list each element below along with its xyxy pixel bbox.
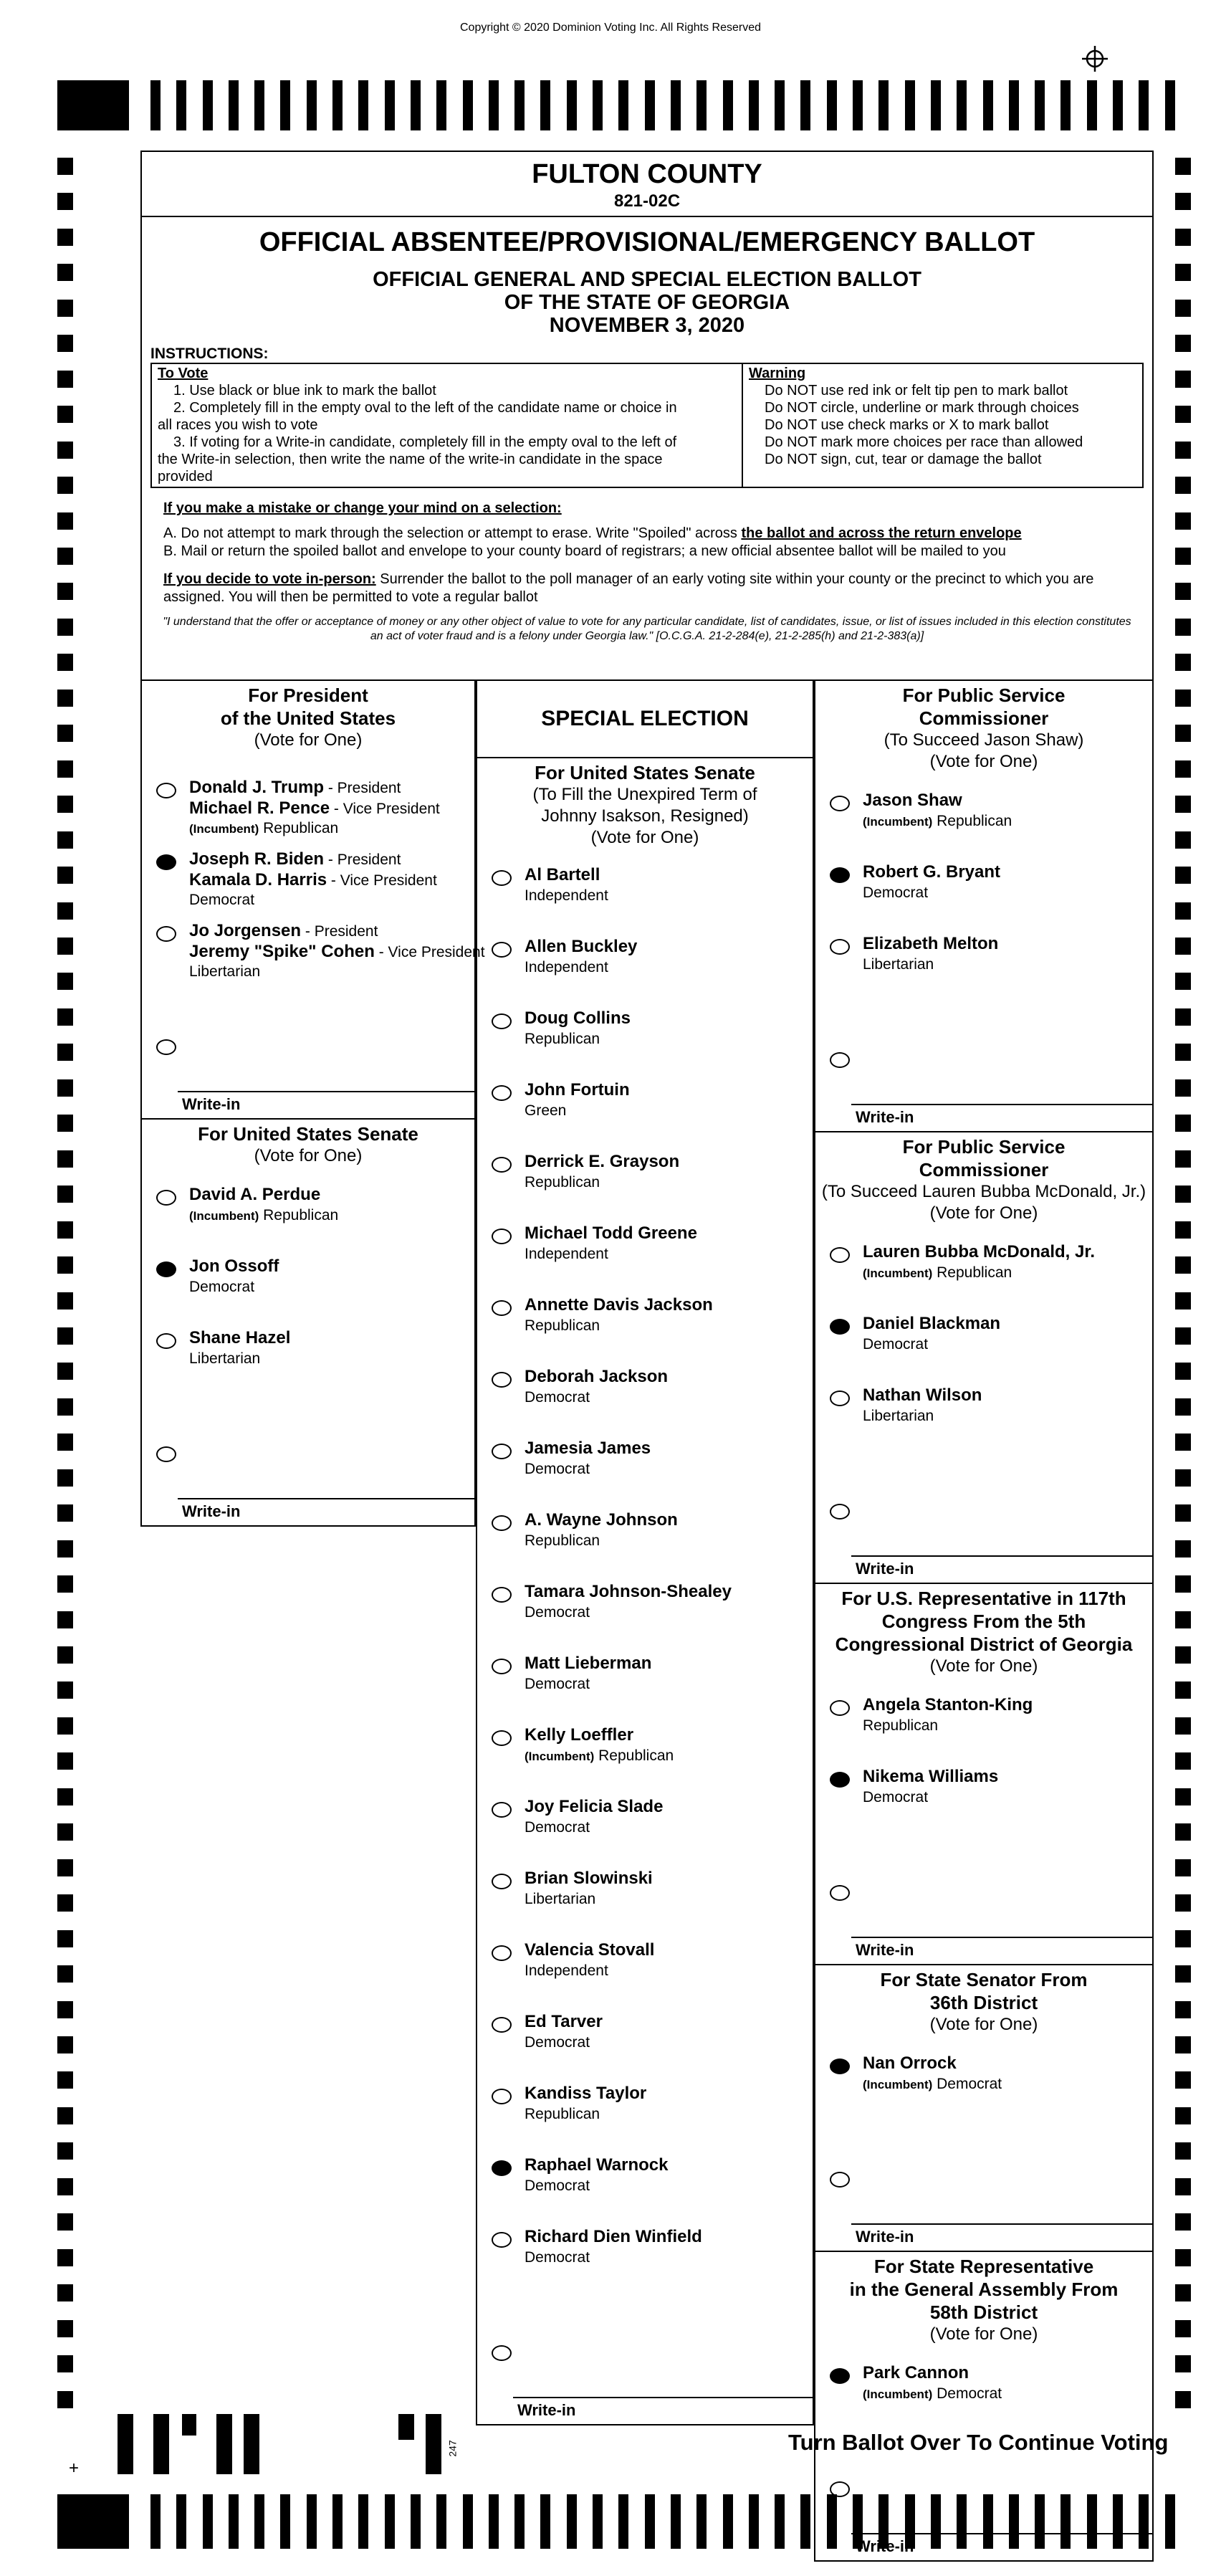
candidate-option[interactable] bbox=[477, 1294, 813, 1366]
voter-fraud-disclaimer: "I understand that the offer or acceptance of money or any other object of value to vote for any particular candidate, list of candidates, issue, or list of issues included in this election constitutes an act of voter fraud and is a felony under Georgia law." [O.C.G.A. 21-2-284(e), 21-2-285(h) and 21-2-383(a)] bbox=[163, 616, 1131, 642]
race-title: For United States Senate bbox=[198, 1123, 418, 1145]
candidate-name: Lauren Bubba McDonald, Jr. bbox=[863, 1242, 1096, 1261]
candidate-name: Ed Tarver bbox=[525, 2012, 603, 2031]
candidate-option[interactable] bbox=[477, 1008, 813, 1079]
candidate-party: Democrat bbox=[863, 884, 929, 901]
special-election-section bbox=[476, 681, 814, 2425]
candidate-party: Democrat bbox=[189, 1279, 255, 1295]
candidate-party: Libertarian bbox=[863, 1408, 934, 1424]
candidate-name: Elizabeth Melton bbox=[863, 934, 999, 953]
selection-oval[interactable] bbox=[492, 1874, 512, 1889]
candidate-name: Al Bartell bbox=[525, 865, 600, 884]
candidate-name: A. Wayne Johnson bbox=[525, 1510, 678, 1530]
write-in-label: Write-in bbox=[856, 2228, 914, 2246]
selection-oval[interactable] bbox=[492, 870, 512, 886]
candidate-option[interactable] bbox=[477, 1223, 813, 1294]
write-in-oval[interactable] bbox=[830, 1504, 850, 1520]
write-in-label: Write-in bbox=[856, 1108, 914, 1126]
race-instructions: (To Fill the Unexpired Term of Johnny Isakson, Resigned) (Vote for One) bbox=[532, 785, 757, 847]
county-title: FULTON COUNTY bbox=[532, 159, 762, 189]
selection-oval[interactable] bbox=[830, 867, 850, 883]
in-person-section: If you decide to vote in-person: Surrender the ballot to the poll manager of an early voting site within your county or the precinct to which you are assigned. You will then be permitted to vote a regular ballot bbox=[163, 571, 1094, 605]
candidate-party: Democrat bbox=[189, 892, 255, 908]
candidate-party: (Incumbent) Republican bbox=[863, 1264, 1012, 1281]
right-column bbox=[814, 681, 1154, 2562]
candidate-party: Libertarian bbox=[525, 1891, 596, 1907]
race-title: For President of the United States bbox=[220, 684, 396, 729]
selection-oval[interactable] bbox=[156, 1261, 176, 1277]
candidate-option[interactable] bbox=[477, 2226, 813, 2298]
instructions-box bbox=[150, 363, 1144, 488]
write-in-option[interactable] bbox=[815, 1838, 1152, 1959]
middle-column bbox=[476, 681, 814, 2425]
candidate-option[interactable] bbox=[815, 1313, 1152, 1385]
write-in-option[interactable] bbox=[142, 1399, 474, 1520]
candidate-party: Republican bbox=[525, 1174, 600, 1191]
turn-over-notice: Turn Ballot Over To Continue Voting bbox=[788, 2430, 1169, 2455]
election-title: OFFICIAL GENERAL AND SPECIAL ELECTION BALLOT OF THE STATE OF GEORGIA NOVEMBER 3, 2020 bbox=[373, 268, 921, 337]
candidate-option[interactable] bbox=[477, 1438, 813, 1509]
ballot-type-title: OFFICIAL ABSENTEE/PROVISIONAL/EMERGENCY BALLOT bbox=[259, 227, 1035, 257]
candidate-option[interactable] bbox=[477, 1079, 813, 1151]
candidate-party: (Incumbent) Republican bbox=[525, 1747, 674, 1764]
write-in-oval[interactable] bbox=[492, 2345, 512, 2361]
candidate-name: Donald J. Trump - President bbox=[189, 778, 401, 797]
selection-oval[interactable] bbox=[492, 1730, 512, 1746]
race-title: For State Senator From 36th District bbox=[880, 1969, 1088, 2013]
race-instructions: (Vote for One) bbox=[254, 1146, 363, 1165]
candidate-option[interactable] bbox=[815, 1694, 1152, 1766]
write-in-option[interactable] bbox=[142, 992, 474, 1113]
race-section bbox=[814, 1132, 1154, 1584]
candidate-option[interactable] bbox=[815, 2053, 1152, 2124]
selection-oval[interactable] bbox=[492, 1587, 512, 1603]
candidate-name: Nathan Wilson bbox=[863, 1385, 982, 1405]
race-instructions: (Vote for One) bbox=[929, 2015, 1038, 2034]
selection-oval[interactable] bbox=[492, 1372, 512, 1388]
candidate-name: Tamara Johnson-Shealey bbox=[525, 1582, 732, 1601]
race-instructions: (To Succeed Jason Shaw) (Vote for One) bbox=[884, 730, 1084, 771]
candidate-party: Independent bbox=[525, 959, 608, 975]
candidate-name: Doug Collins bbox=[525, 1008, 631, 1028]
race-title: For United States Senate bbox=[535, 762, 755, 783]
selection-oval[interactable] bbox=[156, 1190, 176, 1206]
candidate-party: Libertarian bbox=[189, 1350, 261, 1367]
candidate-party: Independent bbox=[525, 1962, 608, 1979]
selection-oval[interactable] bbox=[492, 2017, 512, 2033]
candidate-party: Republican bbox=[863, 1717, 939, 1734]
candidate-name: Jason Shaw bbox=[863, 791, 962, 810]
candidate-party: Democrat bbox=[525, 1389, 590, 1406]
candidate-name: Deborah Jackson bbox=[525, 1367, 669, 1386]
candidate-option[interactable] bbox=[142, 777, 474, 849]
selection-oval[interactable] bbox=[830, 939, 850, 955]
selection-oval[interactable] bbox=[156, 1333, 176, 1349]
selection-oval[interactable] bbox=[492, 1802, 512, 1818]
candidate-name: Kandiss Taylor bbox=[525, 2084, 647, 2103]
candidate-party: (Incumbent) Republican bbox=[189, 1207, 339, 1223]
candidate-option[interactable] bbox=[477, 1940, 813, 2011]
candidate-party: Democrat bbox=[525, 2034, 590, 2051]
ballot-sequence-number: 247 bbox=[446, 2440, 459, 2457]
candidate-name: Derrick E. Grayson bbox=[525, 1152, 680, 1171]
candidate-option[interactable] bbox=[815, 790, 1152, 862]
candidate-option[interactable] bbox=[477, 1366, 813, 1438]
candidate-party: Democrat bbox=[863, 1789, 929, 1805]
selection-oval[interactable] bbox=[492, 1659, 512, 1674]
candidate-name: Daniel Blackman bbox=[863, 1314, 1001, 1333]
selection-oval[interactable] bbox=[492, 2089, 512, 2104]
race-title: For Public Service Commissioner bbox=[902, 684, 1066, 729]
candidate-name: Annette Davis Jackson bbox=[525, 1295, 713, 1315]
selection-oval[interactable] bbox=[492, 1085, 512, 1101]
selection-oval[interactable] bbox=[492, 1157, 512, 1173]
selection-oval[interactable] bbox=[492, 1444, 512, 1459]
mistake-section: If you make a mistake or change your mind on a selection: A. Do not attempt to mark through the selection or attempt to erase. Write "Spoiled" across the ballot and across the return envelope B. Mail or return the spoiled ballot and envelope to your county board of registrars; a new official absentee ballot will be mailed to you bbox=[163, 500, 1022, 559]
candidate-party: Libertarian bbox=[863, 956, 934, 973]
candidate-option[interactable] bbox=[815, 2362, 1152, 2434]
candidate-name: Joseph R. Biden - President bbox=[189, 849, 401, 869]
selection-oval[interactable] bbox=[492, 1013, 512, 1029]
candidate-option[interactable] bbox=[477, 1581, 813, 1653]
candidate-option[interactable] bbox=[477, 2083, 813, 2155]
selection-oval[interactable] bbox=[156, 854, 176, 870]
race-section bbox=[140, 1120, 476, 1527]
candidate-name: Joy Felicia Slade bbox=[525, 1797, 664, 1816]
candidate-option[interactable] bbox=[142, 920, 485, 992]
write-in-label: Write-in bbox=[517, 2401, 576, 2419]
candidate-name: Kelly Loeffler bbox=[525, 1725, 634, 1745]
candidate-option[interactable] bbox=[477, 1725, 813, 1796]
candidate-party: (Incumbent) Republican bbox=[863, 813, 1012, 829]
write-in-option[interactable] bbox=[815, 2124, 1152, 2246]
candidate-option[interactable] bbox=[142, 1256, 474, 1327]
instructions-heading: INSTRUCTIONS: bbox=[150, 345, 269, 362]
candidate-name: Michael Todd Greene bbox=[525, 1223, 697, 1243]
write-in-label: Write-in bbox=[856, 1560, 914, 1578]
write-in-oval[interactable] bbox=[156, 1446, 176, 1462]
candidate-party: Democrat bbox=[525, 1676, 590, 1692]
write-in-label: Write-in bbox=[182, 1502, 241, 1520]
candidate-name: Matt Lieberman bbox=[525, 1654, 652, 1673]
candidate-option[interactable] bbox=[477, 2155, 813, 2226]
write-in-option[interactable] bbox=[815, 1456, 1152, 1578]
selection-oval[interactable] bbox=[830, 1700, 850, 1716]
candidate-party: Republican bbox=[525, 1532, 600, 1549]
race-section bbox=[814, 681, 1154, 1132]
candidate-party: Libertarian bbox=[189, 963, 261, 980]
selection-oval[interactable] bbox=[492, 2160, 512, 2176]
candidate-name: John Fortuin bbox=[525, 1080, 630, 1099]
candidate-party: Democrat bbox=[525, 2177, 590, 2194]
write-in-option[interactable] bbox=[815, 1005, 1152, 1126]
candidate-party: Green bbox=[525, 1102, 567, 1119]
candidate-name: Angela Stanton-King bbox=[863, 1695, 1033, 1714]
write-in-oval[interactable] bbox=[830, 2172, 850, 2188]
candidate-party: (Incumbent) Democrat bbox=[863, 2385, 1002, 2402]
selection-oval[interactable] bbox=[492, 1515, 512, 1531]
candidate-option[interactable] bbox=[142, 849, 474, 920]
candidate-option[interactable] bbox=[815, 933, 1152, 1005]
candidate-option[interactable] bbox=[142, 1184, 474, 1256]
candidate-party: (Incumbent) Republican bbox=[189, 820, 339, 836]
left-timing-marks bbox=[57, 158, 73, 2408]
candidate-name: Robert G. Bryant bbox=[863, 862, 1001, 882]
write-in-option[interactable] bbox=[477, 2298, 813, 2419]
race-title: For U.S. Representative in 117th Congress From the 5th Congressional District of Georgia bbox=[835, 1588, 1133, 1655]
candidate-option[interactable] bbox=[815, 1766, 1152, 1838]
candidate-party: Democrat bbox=[525, 1461, 590, 1477]
selection-oval[interactable] bbox=[830, 796, 850, 811]
candidate-name: Jamesia James bbox=[525, 1439, 651, 1458]
write-in-oval[interactable] bbox=[830, 1885, 850, 1901]
candidate-name: Park Cannon bbox=[863, 2363, 969, 2382]
selection-oval[interactable] bbox=[830, 1390, 850, 1406]
bottom-timing-marks bbox=[57, 2494, 1175, 2549]
candidate-name: Richard Dien Winfield bbox=[525, 2227, 702, 2246]
running-mate: Jeremy "Spike" Cohen - Vice President bbox=[189, 942, 485, 961]
ballot-header bbox=[140, 151, 1154, 681]
selection-oval[interactable] bbox=[492, 1229, 512, 1244]
selection-oval[interactable] bbox=[830, 2059, 850, 2074]
candidate-name: Valencia Stovall bbox=[525, 1940, 655, 1960]
selection-oval[interactable] bbox=[156, 783, 176, 798]
running-mate: Michael R. Pence - Vice President bbox=[189, 798, 440, 818]
candidate-option[interactable] bbox=[477, 1796, 813, 1868]
race-title: For State Representative in the General Assembly From 58th District bbox=[849, 2256, 1119, 2323]
candidate-party: Democrat bbox=[525, 2249, 590, 2266]
selection-oval[interactable] bbox=[830, 1772, 850, 1788]
selection-oval[interactable] bbox=[830, 1247, 850, 1263]
selection-oval[interactable] bbox=[492, 1300, 512, 1316]
warning-instructions: Warning Do NOT use red ink or felt tip pen to mark ballot Do NOT circle, underline or mark through choices Do NOT use check marks or X to mark ballot Do NOT mark more choices per race than allowed Do NOT sign, cut, tear or damage the ballot bbox=[749, 366, 1083, 467]
candidate-option[interactable] bbox=[477, 936, 813, 1008]
top-timing-marks bbox=[57, 80, 1175, 130]
candidate-party: Independent bbox=[525, 887, 608, 904]
candidate-option[interactable] bbox=[815, 1385, 1152, 1456]
candidate-option[interactable] bbox=[477, 1509, 813, 1581]
candidate-option[interactable] bbox=[477, 1868, 813, 1940]
candidate-option[interactable] bbox=[142, 1327, 474, 1399]
to-vote-instructions: To Vote 1. Use black or blue ink to mark the ballot 2. Completely fill in the empty oval to the left of the candidate name or choice in all races you wish to vote 3. If voting for a Write-in candidate, completely fill in the empty oval to the left of the Write-in selection, then write the name of the write-in candidate in the space provided bbox=[152, 364, 743, 487]
race-section bbox=[814, 1584, 1154, 1965]
write-in-oval[interactable] bbox=[830, 1052, 850, 1068]
race-instructions: (Vote for One) bbox=[254, 730, 363, 750]
candidate-option[interactable] bbox=[815, 1241, 1152, 1313]
selection-oval[interactable] bbox=[156, 926, 176, 942]
candidate-name: Raphael Warnock bbox=[525, 2155, 669, 2175]
copyright-notice: Copyright © 2020 Dominion Voting Inc. All Rights Reserved bbox=[459, 22, 761, 34]
candidate-party: Republican bbox=[525, 1317, 600, 1334]
candidate-option[interactable] bbox=[477, 864, 813, 936]
candidate-option[interactable] bbox=[477, 1653, 813, 1725]
race-instructions: (To Succeed Lauren Bubba McDonald, Jr.) (Vote for One) bbox=[821, 1182, 1146, 1223]
candidate-option[interactable] bbox=[477, 2011, 813, 2083]
candidate-name: Allen Buckley bbox=[525, 937, 638, 956]
write-in-label: Write-in bbox=[182, 1095, 241, 1113]
candidate-option[interactable] bbox=[815, 862, 1152, 933]
left-column bbox=[140, 681, 485, 1527]
running-mate: Kamala D. Harris - Vice President bbox=[189, 870, 437, 889]
candidate-name: Jo Jorgensen - President bbox=[189, 921, 378, 940]
candidate-party: (Incumbent) Democrat bbox=[863, 2076, 1002, 2092]
candidate-name: David A. Perdue bbox=[189, 1185, 321, 1204]
special-election-header: SPECIAL ELECTION bbox=[477, 681, 813, 758]
selection-oval[interactable] bbox=[492, 1945, 512, 1961]
candidate-party: Democrat bbox=[863, 1336, 929, 1353]
candidate-name: Brian Slowinski bbox=[525, 1869, 653, 1888]
candidate-name: Nan Orrock bbox=[863, 2053, 957, 2073]
candidate-option[interactable] bbox=[477, 1151, 813, 1223]
right-timing-marks bbox=[1175, 158, 1191, 2408]
candidate-party: Republican bbox=[525, 1031, 600, 1047]
selection-oval[interactable] bbox=[830, 2368, 850, 2384]
race-section bbox=[140, 681, 485, 1120]
selection-oval[interactable] bbox=[830, 1319, 850, 1335]
write-in-oval[interactable] bbox=[156, 1039, 176, 1055]
candidate-party: Independent bbox=[525, 1246, 608, 1262]
candidate-name: Jon Ossoff bbox=[189, 1256, 279, 1276]
race-instructions: (Vote for One) bbox=[929, 1656, 1038, 1676]
ballot-code: 821-02C bbox=[613, 191, 681, 211]
selection-oval[interactable] bbox=[492, 942, 512, 958]
candidate-party: Republican bbox=[525, 2106, 600, 2122]
write-in-label: Write-in bbox=[856, 1941, 914, 1959]
race-instructions: (Vote for One) bbox=[929, 2324, 1038, 2344]
crosshair-icon bbox=[1081, 44, 1109, 73]
race-section bbox=[814, 1965, 1154, 2252]
candidate-party: Democrat bbox=[525, 1604, 590, 1621]
candidate-name: Nikema Williams bbox=[863, 1767, 999, 1786]
race-title: For Public Service Commissioner bbox=[902, 1136, 1066, 1180]
registration-mark: + bbox=[69, 2458, 80, 2478]
candidate-party: Democrat bbox=[525, 1819, 590, 1836]
selection-oval[interactable] bbox=[492, 2232, 512, 2248]
candidate-name: Shane Hazel bbox=[189, 1328, 291, 1347]
